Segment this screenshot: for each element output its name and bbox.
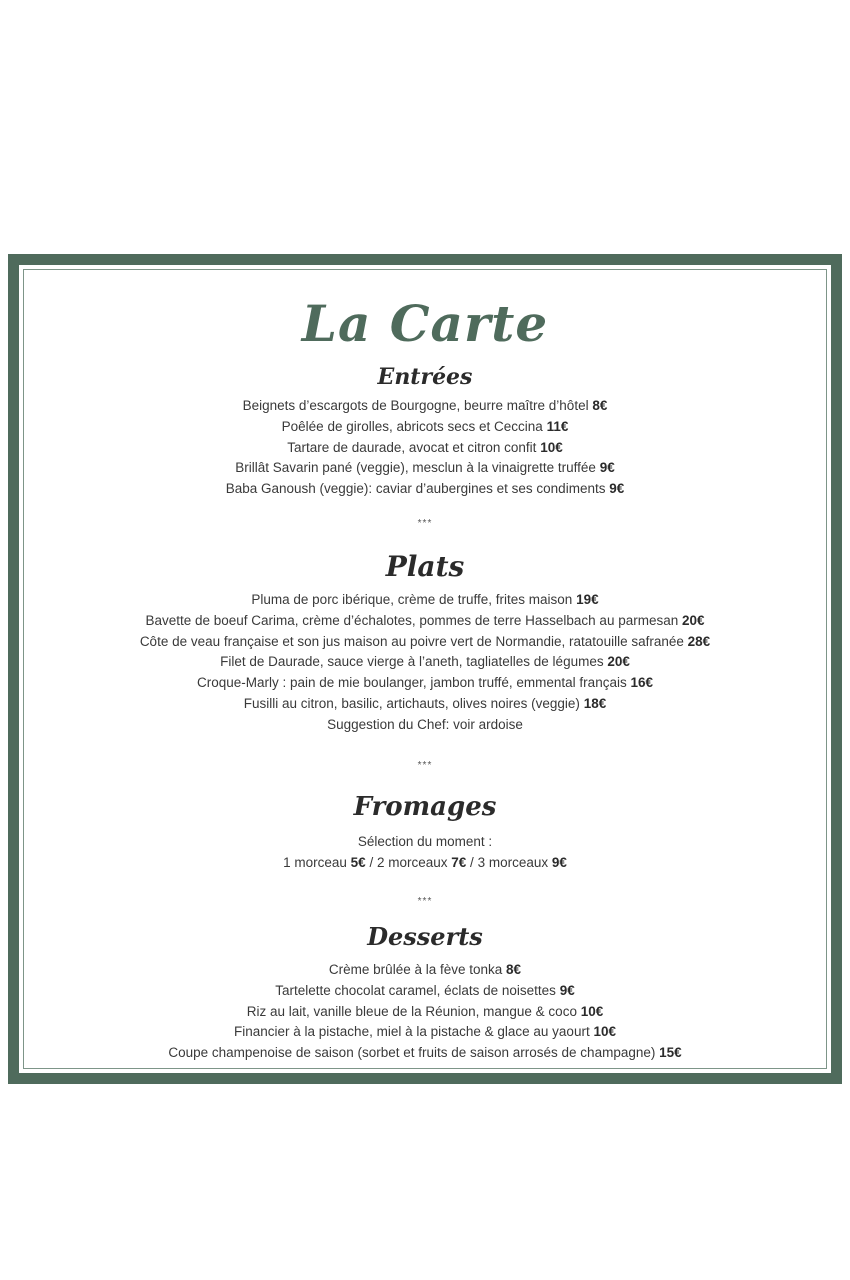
item-price: 15€ [659, 1045, 682, 1061]
section-title-desserts: Desserts [367, 922, 483, 951]
item-text: Coupe champenoise de saison (sorbet et fruits de saison arrosés de champagne) [168, 1045, 656, 1061]
option-price: 7€ [451, 854, 467, 870]
item-price: 10€ [593, 1024, 616, 1040]
entrees-list [24, 396, 826, 500]
menu-item [24, 673, 826, 694]
item-price: 9€ [559, 982, 575, 998]
menu-item [24, 1022, 826, 1043]
item-price: 11€ [546, 418, 569, 434]
menu-item [24, 396, 826, 417]
item-price: 28€ [687, 633, 711, 649]
item-text: Pluma de porc ibérique, crème de truffe, frites maison [251, 592, 573, 607]
item-text: Suggestion du Chef: voir ardoise [327, 716, 523, 732]
item-text: Financier à la pistache, miel à la pistache & glace au yaourt [234, 1024, 590, 1040]
option-price: 5€ [350, 854, 366, 870]
item-text: Crème brûlée à la fève tonka [328, 962, 503, 977]
menu-frame-inner-line [23, 269, 827, 1069]
menu-item [24, 652, 826, 673]
menu-item [24, 611, 826, 632]
item-price: 9€ [609, 481, 625, 497]
menu-frame [8, 254, 842, 1084]
item-price: 9€ [599, 460, 615, 476]
item-price: 10€ [540, 439, 563, 455]
item-text: Fusilli au citron, basilic, artichauts, olives noires (veggie) [243, 695, 580, 711]
item-price: 8€ [592, 398, 608, 413]
section-separator: *** [417, 896, 433, 907]
menu-item [24, 479, 826, 500]
menu-item [24, 715, 826, 736]
item-price: 20€ [682, 612, 705, 628]
item-text: Bavette de boeuf Carima, crème d’échalotes, pommes de terre Hasselbach au parmesan [145, 612, 679, 628]
fromages-options: 1 morceau 5€ / 2 morceaux 7€ / 3 morceaux 9€ [283, 854, 567, 870]
menu-item [24, 590, 826, 611]
section-title-entrees: Entrées [377, 364, 473, 390]
menu-item [24, 417, 826, 438]
item-price: 10€ [580, 1003, 604, 1019]
desserts-list [24, 960, 826, 1064]
item-text: Riz au lait, vanille bleue de la Réunion, mangue & coco [246, 1003, 577, 1019]
section-title-plats: Plats [385, 550, 465, 583]
menu-item [24, 960, 826, 981]
menu-title: La Carte [301, 294, 549, 353]
section-title-fromages: Fromages [353, 792, 497, 822]
menu-item [24, 1043, 826, 1064]
item-text: Tartare de daurade, avocat et citron confit [287, 439, 537, 455]
item-text: Poêlée de girolles, abricots secs et Ceccina [281, 418, 543, 434]
item-text: Filet de Daurade, sauce vierge à l’aneth, tagliatelles de légumes [220, 654, 604, 670]
option-label: 3 morceaux [477, 854, 549, 870]
option-price: 9€ [551, 854, 567, 870]
menu-item [24, 438, 826, 459]
option-label: 1 morceau [283, 854, 347, 870]
section-separator: *** [417, 518, 433, 529]
fromages-list [24, 832, 826, 874]
item-text: Brillât Savarin pané (veggie), mesclun à la vinaigrette truffée [235, 460, 596, 476]
menu-item [24, 694, 826, 715]
menu-item [24, 981, 826, 1002]
menu-item [24, 1002, 826, 1023]
item-text: Croque-Marly : pain de mie boulanger, jambon truffé, emmental français [196, 675, 627, 691]
menu-frame-inner [17, 263, 833, 1075]
item-price: 20€ [607, 654, 630, 670]
fromages-line: Sélection du moment : [357, 834, 493, 849]
item-text: Baba Ganoush (veggie): caviar d’aubergines et ses condiments [225, 481, 606, 497]
item-text: Tartelette chocolat caramel, éclats de noisettes [275, 982, 556, 998]
item-text: Beignets d’escargots de Bourgogne, beurre maître d’hôtel [242, 398, 589, 413]
section-separator: *** [417, 760, 433, 771]
menu-item [24, 458, 826, 479]
item-price: 18€ [583, 695, 607, 711]
option-label: 2 morceaux [376, 854, 448, 870]
item-price: 16€ [630, 675, 654, 691]
item-price: 8€ [506, 962, 522, 977]
item-text: Côte de veau française et son jus maison au poivre vert de Normandie, ratatouille safranée [139, 633, 684, 649]
plats-list [24, 590, 826, 736]
menu-item [24, 632, 826, 653]
item-price: 19€ [576, 592, 599, 607]
